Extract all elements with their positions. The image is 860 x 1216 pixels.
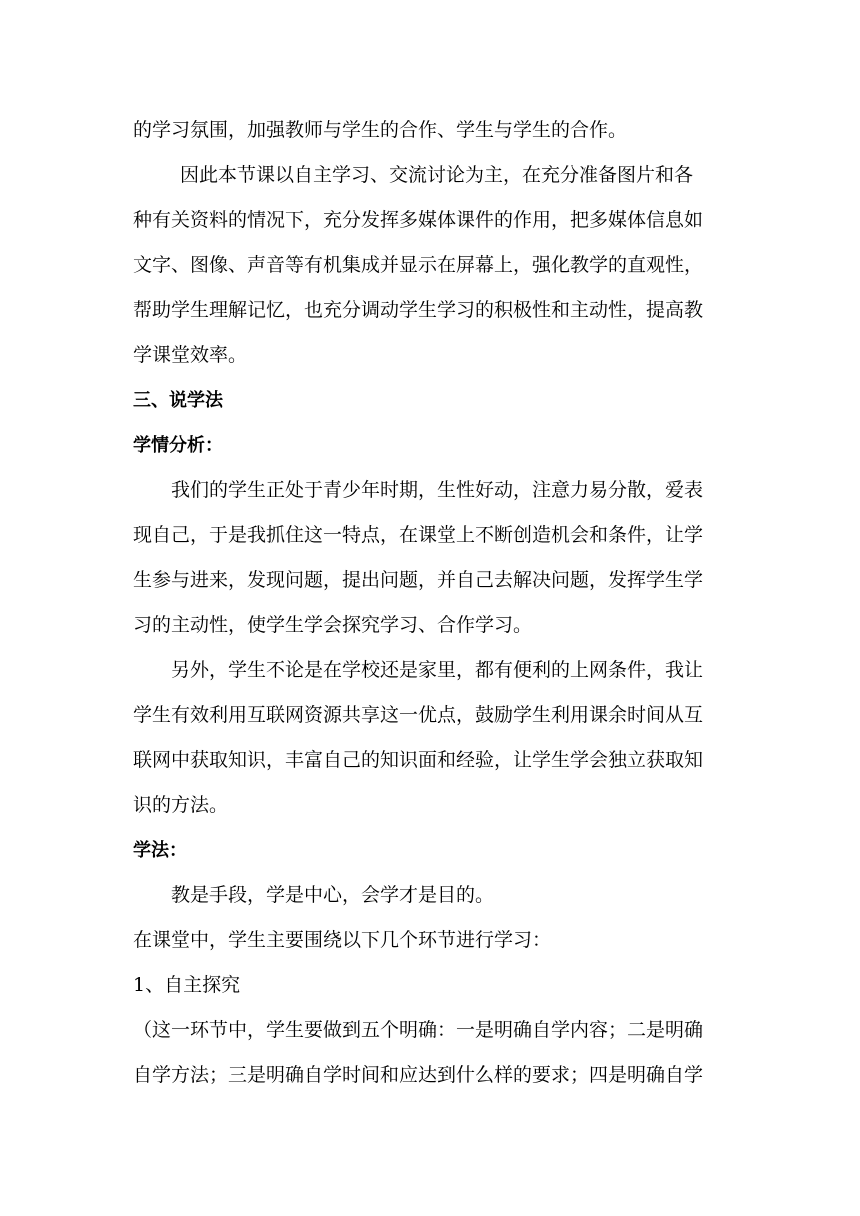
paragraph-line: 联网中获取知识，丰富自己的知识面和经验，让学生学会独立获取知 bbox=[133, 749, 704, 771]
paragraph-line: 因此本节课以自主学习、交流讨论为主，在充分准备图片和各 bbox=[180, 164, 694, 186]
paragraph-line: 习的主动性，使学生学会探究学习、合作学习。 bbox=[133, 614, 533, 636]
paragraph-line: 文字、图像、声音等有机集成并显示在屏幕上，强化教学的直观性， bbox=[133, 254, 704, 276]
paragraph-line: 自学方法；三是明确自学时间和应达到什么样的要求；四是明确自学 bbox=[133, 1064, 704, 1086]
paragraph-line: 生参与进来，发现问题，提出问题，并自己去解决问题，发挥学生学 bbox=[133, 569, 704, 591]
section-heading: 三、说学法 bbox=[133, 390, 223, 411]
paragraph-line: （这一环节中，学生要做到五个明确：一是明确自学内容；二是明确 bbox=[133, 1019, 704, 1041]
paragraph-line: 识的方法。 bbox=[133, 794, 229, 816]
section-heading: 学情分析： bbox=[133, 435, 223, 456]
paragraph-line: 另外，学生不论是在学校还是家里，都有便利的上网条件，我让 bbox=[171, 659, 704, 681]
document-body bbox=[133, 108, 733, 1098]
paragraph-line: 的学习氛围，加强教师与学生的合作、学生与学生的合作。 bbox=[133, 119, 628, 141]
paragraph-line: 现自己，于是我抓住这一特点，在课堂上不断创造机会和条件，让学 bbox=[133, 524, 704, 546]
paragraph-line: 学生有效利用互联网资源共享这一优点，鼓励学生利用课余时间从互 bbox=[133, 704, 704, 726]
paragraph-line: 学课堂效率。 bbox=[133, 344, 248, 366]
paragraph-line: 教是手段，学是中心，会学才是目的。 bbox=[171, 884, 495, 906]
paragraph-line: 1、自主探究 bbox=[133, 974, 241, 996]
paragraph-line: 我们的学生正处于青少年时期，生性好动，注意力易分散，爱表 bbox=[171, 479, 704, 501]
paragraph-line: 种有关资料的情况下，充分发挥多媒体课件的作用，把多媒体信息如 bbox=[133, 209, 704, 231]
section-heading: 学法： bbox=[133, 840, 187, 861]
paragraph-line: 帮助学生理解记忆，也充分调动学生学习的积极性和主动性，提高教 bbox=[133, 299, 704, 321]
paragraph-line: 在课堂中，学生主要围绕以下几个环节进行学习： bbox=[133, 929, 552, 951]
